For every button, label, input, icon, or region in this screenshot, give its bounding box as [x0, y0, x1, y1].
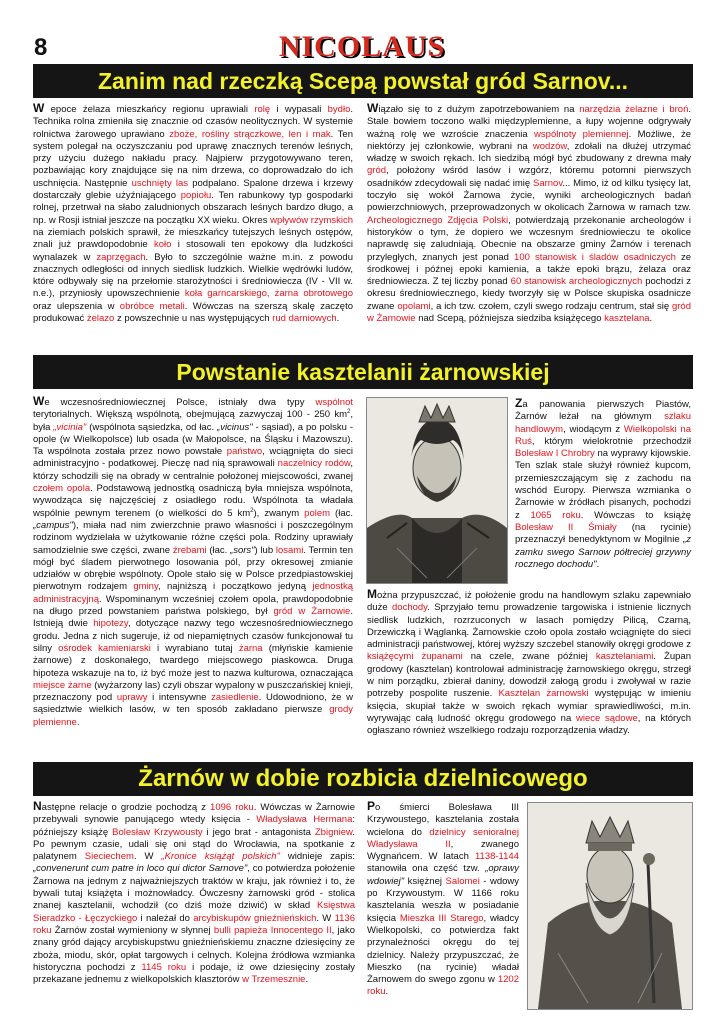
highlighted-term: miejsce żarne: [33, 679, 92, 691]
highlighted-term: w Trzemesznie: [242, 974, 306, 986]
section-1-right-column: [367, 102, 691, 325]
highlighted-term: szlaku handlowym: [515, 411, 691, 435]
highlighted-term: koła garncarskiego, żarna obrotowego: [184, 288, 353, 300]
text-run: . Możliwe, że niektórzy jej członkowie, wybrani na: [367, 128, 691, 152]
text-run: . Podstawową jednostką osadniczą była mniejsza wspólnota, wywodząca się najczęściej z osiadłego rodu. Wspólnota ta władała wspólnie pewnym terenem (o wielkości do 5 km: [33, 483, 353, 519]
portrait-mieszko-iii: [527, 802, 693, 1010]
text-run: z powszechnie u nas występujących: [114, 313, 273, 325]
highlighted-term: wiece sądowe: [575, 712, 638, 724]
text-run: ożna przypuszczać, iż położenie grodu na handlowym szlaku zapewniało duże: [367, 590, 691, 614]
highlighted-term: kasztelana: [604, 313, 650, 325]
text-run: ), miała nad nim zwierzchnie prawo własności i poszczególnym rodzinom wydzielała w użytkowanie różne części pola. Rodziny uprawiały samodzielnie swe części, zwane: [33, 519, 353, 556]
text-run: i należał do: [137, 912, 194, 924]
highlighted-term: Bolesław II Śmiały: [515, 521, 617, 533]
highlighted-term: opolami: [397, 300, 431, 312]
text-run: . Istnieją dwie: [33, 606, 353, 630]
text-run: (młyńskie kamienie żarnowe) z doskonałego, twardego miejscowego piaskowca. Druga hipoteza wskazuje na to, iż być może jest to nazwa kulturowa, oznaczająca: [33, 642, 353, 679]
text-run: na ziemiach polskich sprawił, że mieszkańcy tutejszych leśnych ostępów, znali już prawdopodobnie: [33, 226, 353, 251]
text-run: i stosowali ten epokowy dla ludzkości wynalazek w: [33, 239, 353, 263]
section-3-left-column: [33, 800, 355, 986]
text-run: e wczesnośredniowiecznej Polsce, istniały dwa typy: [44, 397, 316, 408]
article-paragraph: [33, 800, 355, 986]
highlighted-term: arcybiskupów gnieźnieńskich: [193, 912, 317, 924]
highlighted-term: 1202 roku: [367, 974, 519, 998]
text-run: epoce żelaza mieszkańcy regionu uprawiali: [44, 104, 255, 115]
text-run: „vicinus": [217, 421, 253, 433]
text-run: . Żupan grodowy (kasztelan) kontrolował administrację żarnowskiego okręgu, strzegł w nim porządku, zbierał daniny, dowodził załogą grodu i zwoływał w razie potrzeby pospolite ruszenie.: [367, 651, 691, 700]
text-run: astępne relacje o grodzie pochodzą z: [41, 802, 211, 813]
section-2-left-column: [33, 395, 353, 729]
text-run: , dotyczące nazwy tego wczesnośredniowiecznego grodu. Jedna z nich sugeruje, iż od niepamiętnych czasów funkcjonował tu silny: [33, 618, 353, 654]
highlighted-term: dochody: [392, 602, 428, 614]
text-run: „sors": [230, 544, 255, 556]
highlighted-term: kasztelaniami: [595, 651, 654, 663]
drop-cap: W: [367, 101, 379, 115]
highlighted-term: jednostką administracyjną: [33, 581, 354, 605]
article-paragraph: [515, 397, 691, 571]
highlighted-term: żelazo: [86, 313, 115, 325]
text-run: „campus": [33, 519, 73, 531]
text-run: .: [649, 313, 653, 325]
highlighted-term: Kasztelan żarnowski: [498, 688, 589, 700]
highlighted-term: narzędzia żelazne i broń: [579, 104, 689, 115]
text-run: księżnej: [404, 875, 446, 887]
highlighted-term: państwo: [226, 446, 263, 458]
text-run: , wiodącym z: [563, 423, 624, 435]
section-2-right-bottom-column: [367, 588, 691, 738]
text-run: (wyżarzony las) czyli obszar wypalony w puszczańskiej knieji, przeznaczony pod: [33, 679, 354, 704]
text-run: ), zwanym: [253, 507, 305, 519]
highlighted-term: 1065 roku: [530, 509, 581, 521]
text-run: ze środkowej i późnej epoki kamienia, a także epoki brązu, żelaza oraz średniowiecza. Z tej liczby ponad: [367, 251, 691, 288]
article-paragraph: [367, 588, 691, 738]
text-run: , a ich tzw. czołem, czyli swego rodzaju centrum, stał się: [430, 300, 672, 312]
text-run: pochodzi z okresu średniowiecznego, kiedy tworzyły się w Polsce skupiska osadnicze zwane: [367, 276, 691, 312]
text-run: . Po pewnym czasie, udali się oni stąd do Wrocławia, na spotkanie z palatynem: [33, 826, 356, 863]
highlighted-term: wspólnot: [315, 397, 353, 408]
text-run: i podaje, iż owe dziesięciny zostały przekazane jednemu z wielkopolskich klasztorów: [33, 961, 355, 986]
highlighted-term: źrebami: [172, 544, 207, 556]
text-run: , którzy schodzili się na obrady w centralnie położonej miejscowości, zwanej: [33, 458, 353, 482]
portrait-boleslaw-ii: [366, 397, 508, 584]
text-run: na wyprawy kijowskie. Ten szlak stale służył również kupcom, przemieszczającym się z zachodu na wschód Europy. Pierwsza wzmianka o Żarnowie w źródłach pisanych, pochodzi z: [515, 448, 691, 521]
highlighted-term: naczelnicy rodów: [277, 458, 351, 470]
article-paragraph: [33, 395, 353, 729]
page-number: 8: [34, 34, 48, 61]
text-run: a panowania pierwszych Piastów, Żarnów leżał na głównym: [515, 399, 691, 423]
highlighted-term: „vicinia": [53, 421, 87, 433]
text-run: „z zamku swego Sarnow półtreciej grzywny rocznego dochodu": [515, 534, 691, 570]
article-paragraph: [367, 102, 691, 325]
highlighted-term: koło: [153, 239, 172, 251]
text-run: ) lub: [254, 544, 276, 556]
text-run: .: [336, 313, 340, 325]
text-run: . Wówczas na szerszą skalę zaczęto produkować: [33, 300, 353, 325]
highlighted-term: grody plemienne: [33, 704, 353, 728]
text-run: (łac.: [206, 544, 231, 556]
highlighted-term: obróbce metali: [119, 300, 185, 312]
highlighted-term: Wielkopolski na Ruś: [515, 423, 692, 447]
highlighted-term: Zbigniew: [314, 826, 353, 838]
text-run: - sąsiad), a po polsku - opole (w Wielkopolsce) lub osada (w Małopolsce, na Śląsku i Mazowszu). Ta wspólnota została przez nowo powstałe: [33, 421, 353, 458]
highlighted-term: gród w Żarnowie: [273, 606, 351, 618]
text-run: na czele, zwane później: [462, 651, 596, 663]
text-run: , potwierdzają przekonanie archeologów i historyków o tym, że dopiero we wczesnym średniowieczu te okolice naprawdę się zaludniają. Obecnie na obszarze gminy Żarnów i terenach przyległych, znanych jest ponad: [367, 214, 691, 263]
highlighted-term: wodzów: [532, 140, 567, 152]
text-run: nad Scepą, późniejsza siedziba książęcego: [415, 313, 605, 325]
text-run: .: [385, 986, 389, 998]
highlighted-term: rolę: [254, 104, 271, 115]
text-run: . Udowodniono, że w sąsiedztwie wielkich lasów, w ten sposób zakładano pierwsze: [33, 692, 353, 716]
text-run: i jego brat - antagonista: [202, 826, 315, 838]
text-run: występując w imieniu księcia, skupiał także w swoich rękach wymiar sprawiedliwości, m.in. wyrywając całą ludność okręgu grodowego na: [367, 688, 691, 724]
highlighted-term: zboże, rośliny strączkowe, len i mak: [169, 128, 331, 140]
highlighted-term: książęcymi żupanami: [367, 651, 463, 663]
drop-cap: W: [33, 394, 45, 408]
highlighted-term: wpływów rzymskich: [270, 214, 353, 226]
drop-cap: Z: [515, 396, 523, 410]
highlighted-term: 1138-1144: [474, 851, 519, 863]
highlighted-term: żarna: [238, 642, 263, 654]
highlighted-term: Sarnov: [532, 177, 563, 189]
highlighted-term: uschnięty las: [131, 177, 189, 189]
highlighted-term: uprawy: [116, 692, 148, 704]
engraving-portrait-icon: [528, 803, 692, 1009]
highlighted-term: 1145 roku: [141, 961, 187, 973]
text-run: . Technika rolna zmieniła się znacznie od czasów neolitycznych. W systemie rolnictwa żarowego uprawiano: [33, 104, 353, 140]
text-run: . W: [133, 851, 162, 863]
text-run: . Ten rabunkowy typ gospodarki rolnej, przetrwał na słabo zaludnionych obszarach leśnych bardzo długo, a np. w Rosji istniał jeszcze na początku XX wieku. Okres: [33, 190, 353, 226]
text-run: . W: [316, 912, 335, 924]
engraving-portrait-icon: [367, 398, 507, 583]
highlighted-term: wspólnoty plemiennej: [534, 128, 629, 140]
drop-cap: W: [33, 101, 45, 115]
highlighted-term: czołem opola: [33, 483, 91, 495]
drop-cap: M: [367, 587, 377, 601]
text-run: , co potwierdza położenie Żarnowa na jednym z najważniejszych traktów w kraju, jak również i to, że bywali tutaj książęta i możnowładcy. Ówczesny żarnowski gród - stolica znanej kasztelanii, wchodził (co dziś może dziwić) w skład: [33, 863, 355, 912]
text-run: , była: [33, 409, 353, 433]
text-run: . Termin ten mógł być śladem pierwotnego losowania pól, przy okresowej zmianie udziałów w obrębie wspólnoty. Opole stało się w Polsce przedpiastowskiej pierwotnym rodzajem: [33, 544, 353, 593]
article-paragraph: [367, 800, 519, 999]
text-run: . Wówczas w Żarnowie przebywali synowie panującego wtedy księcia -: [33, 802, 355, 826]
highlighted-term: Księstwa Sieradzko - Łęczyckiego: [33, 900, 355, 924]
page-header: [28, 30, 696, 62]
highlighted-term: rud darniowych: [272, 313, 337, 325]
drop-cap: P: [367, 799, 376, 813]
text-run: widnieje zapis:: [279, 851, 355, 863]
highlighted-term: popiołu: [180, 190, 212, 202]
text-run: o śmierci Bolesława III Krzywoustego, kasztelania została wcielona do: [367, 802, 519, 838]
text-run: (łac.: [330, 507, 353, 519]
highlighted-term: 60 stanowisk archeologicznych: [510, 276, 643, 288]
text-run: . Wówczas to książę: [580, 509, 691, 521]
text-run: iązało się to z dużym zapotrzebowaniem na: [378, 104, 580, 115]
text-run: . Wspominanym wcześniej czołem opola, prawdopodobnie na długo przed powstaniem państwa polskiego, był: [33, 593, 353, 618]
section-2-right-top-column: [515, 397, 691, 571]
text-run: oraz ulepszenia w: [33, 300, 120, 312]
section-3-middle-column: [367, 800, 519, 999]
text-run: , zdołali na dłużej utrzymać władzę w swoich rękach. Ich siedzibą mógł być zbudowany z drewna mały: [367, 140, 691, 165]
text-run: ... Mimo, iż od kilku tysięcy lat, toczyło się wokół Żarnowa życie, wyniki archeologicznych badań powierzchniowych, przeprowadzonych w okolicach Żarnowa w ramach tzw.: [367, 177, 691, 214]
text-run: , zwanego Wygnańcem. W latach: [367, 838, 519, 863]
text-run: „oprawy wdowiej": [367, 863, 519, 887]
highlighted-term: 1136 roku: [33, 912, 355, 936]
text-run: .: [596, 558, 600, 570]
text-run: stanowiła ona część tzw.: [367, 863, 486, 875]
text-run: .: [305, 974, 309, 986]
text-run: , którym wielokrotnie przechodził: [531, 435, 691, 447]
text-run: , najniższą i początkowo jedyną: [158, 581, 313, 593]
text-run: i wypasali: [270, 104, 328, 115]
text-run: .: [76, 716, 80, 728]
highlighted-term: zaprzęgach: [96, 251, 146, 263]
text-run: . Ten system polegał na oczyszczaniu pod uprawę znacznych terenów leśnych, przy użyciu dużego nakładu pracy. Najpierw przygotowywano teren, pozbawiając kory znajdujące się na nim drzewa, co doprowadzało do ich uschnięcia. Następnie: [33, 128, 353, 189]
text-run: . Sprzyjało temu prowadzenie targowiska i istnienie licznych siedlisk ludzkich, rozrzuconych w lasach pomiędzy Pilicą, Czarną, Drzewiczką i Wąglanką. Żarnowskie czoło opola zostało wciągnięte do sieci administracji państwowej, której wyższy szczebel stanowiły okręgi grodowe z: [367, 602, 691, 651]
text-run: podpalano. Spalone drzewa i krzewy dostarczały glebie użyźniającego: [33, 177, 354, 202]
section-3-title: Żarnów w dobie rozbicia dzielnicowego: [33, 762, 693, 796]
highlighted-term: 1096 roku: [210, 802, 254, 813]
text-run: (wspólnota sąsiedzka, od łac.: [86, 421, 218, 433]
text-run: „convenerunt cum patre in loco qui dictor Sarnove": [33, 863, 248, 875]
highlighted-term: polem: [304, 507, 331, 519]
text-run: , wciągnięta do sieci administracyjno - podatkowej. Pieczę nad nią sprawowali: [33, 446, 353, 470]
article-paragraph: [33, 102, 353, 325]
section-1-left-column: [33, 102, 353, 325]
highlighted-term: bulli papieża Innocentego II: [213, 924, 332, 936]
highlighted-term: Mieszka III Starego: [399, 912, 484, 924]
highlighted-term: dzielnicy senioralnej Władysława II: [367, 826, 519, 850]
drop-cap: N: [33, 799, 42, 813]
text-run: terytorialnych. Większą wspólnotą, obejmującą zazwyczaj 100 - 250 km: [33, 409, 348, 421]
highlighted-term: gród: [367, 165, 387, 177]
highlighted-term: Archeologicznego Zdjęcia Polski: [367, 214, 509, 226]
highlighted-term: Bolesław I Chrobry: [515, 448, 595, 460]
text-run: : późniejszy książę: [33, 814, 355, 838]
highlighted-term: bydło: [327, 104, 351, 115]
section-1-title: Zanim nad rzeczką Scepą powstał gród Sarnov...: [33, 64, 693, 98]
text-run: Żarnów został wymieniony w słynnej: [51, 924, 214, 936]
text-run: . Było to szczególnie ważne m.in. z powodu znacznych odległości od innych siedlisk ludzkich. Wielkie wędrówki ludów, które odbywały się na przełomie starożytności i średniowiecza (IV - VII w. n.e.), przyniosły upowszechnienie: [33, 251, 353, 300]
text-run: . Stale bowiem toczono walki międzyplemienne, a łupy wojenne odgrywały ważną rolę we wzroście znaczenia: [367, 104, 691, 140]
highlighted-term: gród w Żarnowie: [367, 300, 691, 325]
text-run: , położony wśród lasów i wzgórz, któremu potomni pierwszych osadników zdecydowali się nadać imię: [367, 165, 691, 189]
highlighted-term: zasiedlenie: [211, 692, 259, 704]
section-2-title: Powstanie kasztelanii żarnowskiej: [33, 355, 693, 389]
highlighted-term: Władysława Hermana: [256, 814, 353, 826]
highlighted-term: hipotezy: [93, 618, 128, 630]
text-run: 2: [347, 409, 351, 416]
highlighted-term: Sieciechem: [84, 851, 134, 863]
highlighted-term: losami: [275, 544, 304, 556]
text-run: , na których ogłaszano również wszelkiego rodzaju rozporządzenia władzy.: [367, 712, 692, 737]
text-run: , jako znany gród dający arcybiskupstwu gnieźnieńskiemu znaczne dziesięciny ze zboża, miodu, skór, opłat targowych i celnych. Kolejna źródłowa wzmianka historyczna pochodzi z: [33, 924, 355, 973]
highlighted-term: gminy: [133, 581, 159, 593]
highlighted-term: „Kronice książąt polskich": [161, 851, 280, 863]
highlighted-term: 100 stanowisk i śladów osadniczych: [514, 251, 676, 263]
text-run: - wdowy po Krzywoustym. W 1166 roku kasztelania weszła w posiadanie księcia: [367, 875, 519, 924]
highlighted-term: Bolesław Krzywousty: [112, 826, 203, 838]
text-run: , władcy Wielkopolski, co potwierdza fakt przynależności okręgu do tej dzielnicy. Należy przypuszczać, że Mieszko (na rycinie) władał Żarnowem do swego zgonu w: [367, 912, 520, 986]
masthead-logo: NICOLAUS: [278, 30, 446, 63]
text-run: (na rycinie) przeznaczył benedyktynom w Mogilnie: [515, 521, 691, 546]
highlighted-term: ośrodek kamieniarski: [58, 642, 151, 654]
text-run: 2: [250, 507, 254, 514]
text-run: i intensywne: [147, 692, 212, 704]
highlighted-term: Salomei: [445, 875, 480, 887]
text-run: i wyrabiano tutaj: [150, 642, 239, 654]
